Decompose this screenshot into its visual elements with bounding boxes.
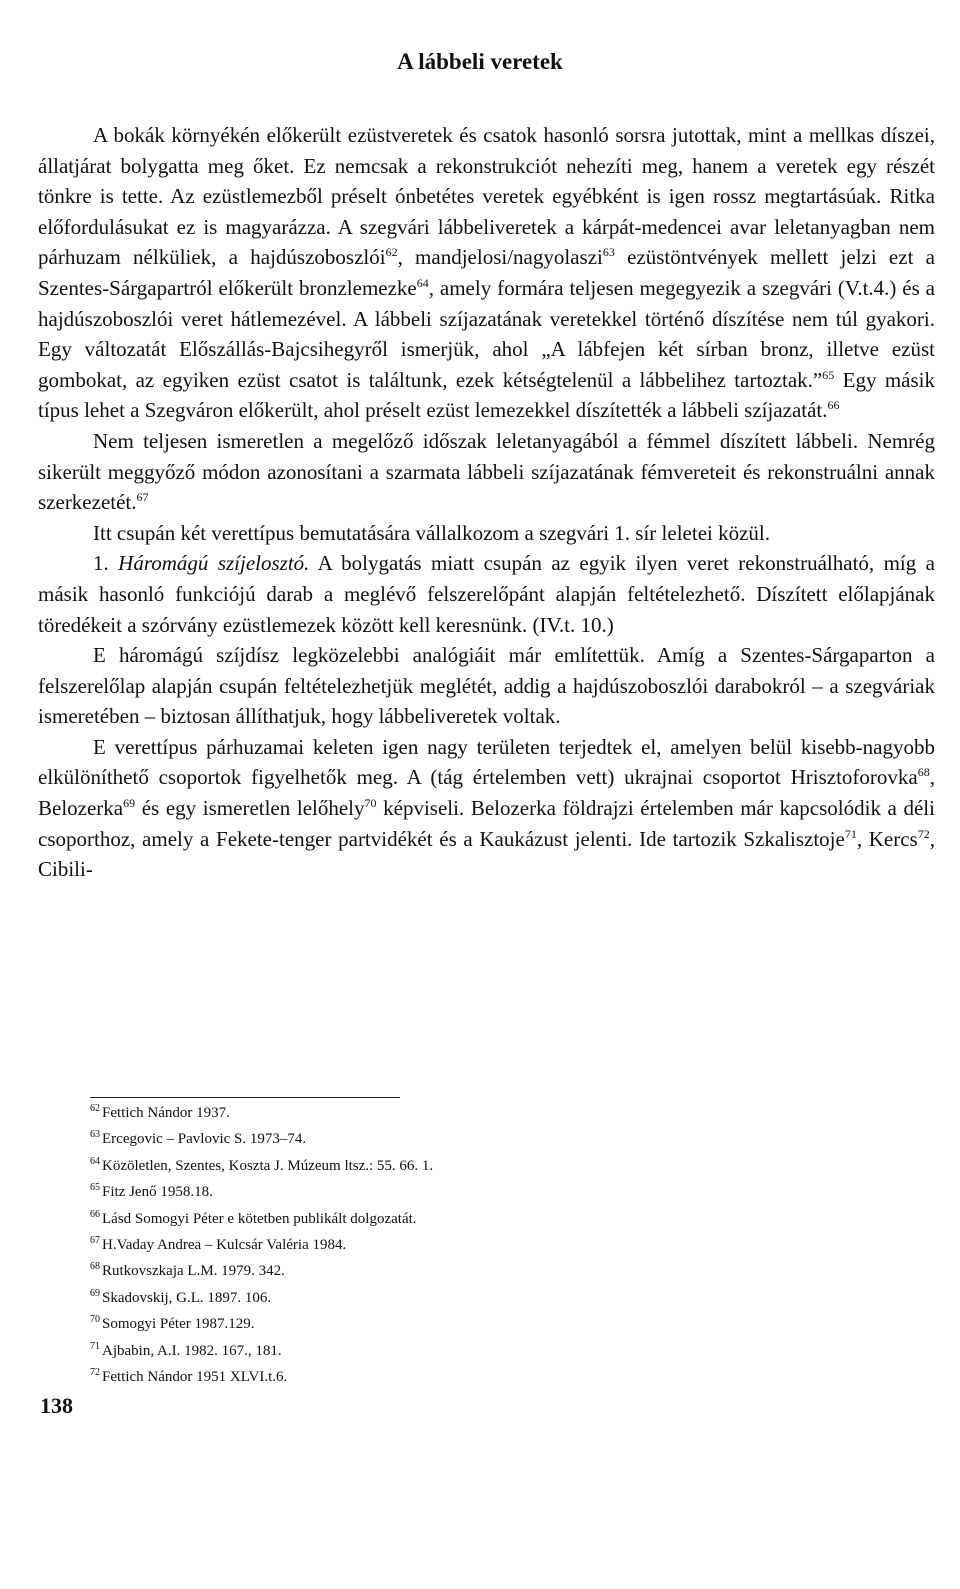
footnote <box>90 1206 850 1232</box>
footnote <box>90 1364 850 1390</box>
footnote-divider <box>90 1097 400 1098</box>
footnote-text: Fettich Nándor 1951 XLVI.t.6. <box>102 1369 288 1386</box>
text-run: és egy ismeretlen lelőhely <box>135 796 365 821</box>
footnote <box>90 1232 850 1258</box>
paragraph <box>38 640 935 732</box>
text-run: A bokák környékén előkerült ezüstveretek és csatok hasonló sorsra jutottak, mint a mellkas díszei, állatjárat bolygatta meg őket. Ez nemcsak a rekonstrukciót nehezíti meg, hanem a veretek egy részét tönkre is tette. Az ezüstlemezből préselt ónbetétes veretek egyébként is igen rossz megtartásúak. Ritka előfordulásukat ez is magyarázza. A szegvári lábbeliveretek a kárpát-medencei avar leletanyagban nem párhuzam nélküliek, a hajdúszoboszlói <box>38 123 935 270</box>
text-run: , Belozerka <box>38 765 935 821</box>
text-run: Egy másik típus lehet a Szegváron előkerült, ahol préselt ezüst lemezekkel díszítették a lábbeli szíjazatát. <box>38 367 935 423</box>
text-run: E verettípus párhuzamai keleten igen nagy területen terjedtek el, amelyen belül kisebb-nagyobb elkülöníthető csoportok figyelhetők meg. A (tág értelemben vett) ukrajnai csoportot Hrisztoforovka <box>38 734 935 790</box>
body-text <box>38 120 935 885</box>
text-run: , Kercs <box>856 826 918 851</box>
text-run: , amely formára teljesen megegyezik a szegvári (V.t.4.) és a hajdúszoboszlói veret hátlemezével. A lábbeli szíjazatának veretekkel történő díszítése nem túl gyakori. Egy változatát Előszállás-Bajcsihegyről ismerjük, ahol „A lábfejen két sírban bronz, illetve ezüst gombokat, az egyiken ezüst csatot is találtunk, ezek kétségtelenül a lábbelihez tartoztak.” <box>38 275 935 392</box>
paragraph <box>38 548 935 640</box>
footnote-text: Rutkovszkaja L.M. 1979. 342. <box>102 1263 285 1280</box>
footnote-number: 66 <box>90 1208 100 1220</box>
footnote-text: Ajbabin, A.I. 1982. 167., 181. <box>102 1342 282 1359</box>
footnote-number: 67 <box>90 1235 100 1247</box>
footnote <box>90 1285 850 1311</box>
footnote-number: 65 <box>90 1182 100 1194</box>
text-run: Nem teljesen ismeretlen a megelőző időszak leletanyagából a fémmel díszített lábbeli. Nemrég sikerült meggyőző módon azonosítani a szarmata lábbeli szíjazatának fémvereteit és rekonstruálni annak szerkezetét. <box>38 428 935 515</box>
footnote-number: 63 <box>90 1129 100 1141</box>
footnote-ref: 70 <box>364 796 377 811</box>
footnote <box>90 1338 850 1364</box>
text-run: 1. <box>93 551 119 576</box>
footnote-ref: 64 <box>416 275 429 290</box>
section-title: A lábbeli veretek <box>397 49 563 74</box>
footnote-ref: 62 <box>385 245 398 260</box>
footnote-text: Ercegovic – Pavlovic S. 1973–74. <box>102 1131 307 1148</box>
footnote <box>90 1311 850 1337</box>
footnote-text: Fettich Nándor 1937. <box>102 1105 230 1121</box>
footnote-ref: 65 <box>822 367 835 382</box>
footnote-text: Skadovskij, G.L. 1897. 106. <box>102 1289 272 1306</box>
footnote-ref: 69 <box>123 796 136 811</box>
footnote <box>90 1100 850 1126</box>
footnote-number: 62 <box>90 1103 100 1114</box>
footnote-text: Fitz Jenő 1958.18. <box>102 1184 213 1201</box>
footnote-ref: 67 <box>136 490 149 505</box>
paragraph <box>38 426 935 518</box>
paragraph <box>38 518 935 549</box>
text-run: , mandjelosi/nagyolaszi <box>397 245 603 270</box>
footnote-ref: 68 <box>917 765 930 780</box>
footnote-number: 64 <box>90 1155 100 1167</box>
footnote-number: 68 <box>90 1261 100 1273</box>
footnotes <box>90 1100 850 1390</box>
footnote-text: Somogyi Péter 1987.129. <box>102 1316 255 1333</box>
footnote-ref: 72 <box>917 826 930 841</box>
footnote <box>90 1179 850 1205</box>
text-run: , Cibili- <box>38 826 935 882</box>
footnote-number: 72 <box>90 1367 100 1379</box>
paragraph <box>38 732 935 885</box>
footnote-ref: 66 <box>827 398 840 413</box>
text-run: képviseli. Belozerka földrajzi értelemben már kapcsolódik a déli csoporthoz, amely a Fekete-tenger partvidékét és a Kaukázust jelenti. Ide tartozik Szkalisztoje <box>38 796 935 851</box>
text-run: Itt csupán két verettípus bemutatására vállalkozom a szegvári 1. sír leletei közül. <box>93 520 771 545</box>
italic-heading: Háromágú szíjelosztó. <box>118 551 310 576</box>
footnote-number: 71 <box>90 1340 100 1352</box>
footnote-text: Lásd Somogyi Péter e kötetben publikált dolgozatát. <box>102 1210 417 1227</box>
footnote-ref: 71 <box>844 826 857 841</box>
text-run: ezüstöntvények mellett jelzi ezt a Szentes-Sárgapartról előkerült bronzlemezke <box>38 245 935 300</box>
footnote-text: Közöletlen, Szentes, Koszta J. Múzeum ltsz.: 55. 66. 1. <box>102 1157 434 1174</box>
footnote <box>90 1126 850 1152</box>
footnote-ref: 63 <box>602 245 615 260</box>
text-run: E háromágú szíjdísz legközelebbi analógiáit már említettük. Amíg a Szentes-Sárgaparton a felszerelőlap alapján csupán feltételezhetjük meglétét, addig a hajdúszoboszlói darabokról – a szegváriak ismeretében – biztosan állíthatjuk, hogy lábbeliveretek voltak. <box>38 643 935 729</box>
footnote-number: 70 <box>90 1314 100 1326</box>
footnote-number: 69 <box>90 1287 100 1299</box>
footnote <box>90 1153 850 1179</box>
paragraph <box>38 120 935 426</box>
footnote <box>90 1258 850 1284</box>
text-run: A bolygatás miatt csupán az egyik ilyen veret rekonstruálható, míg a másik hasonló funkciójú darab a meglévő felszerelőpánt alapján feltételezhető. Díszített előlapjának töredékeit a szórvány ezüstlemezek között kell keresnünk. (IV.t. 10.) <box>38 551 935 637</box>
footnote-text: H.Vaday Andrea – Kulcsár Valéria 1984. <box>102 1237 347 1254</box>
page-number: 138 <box>40 1393 73 1418</box>
